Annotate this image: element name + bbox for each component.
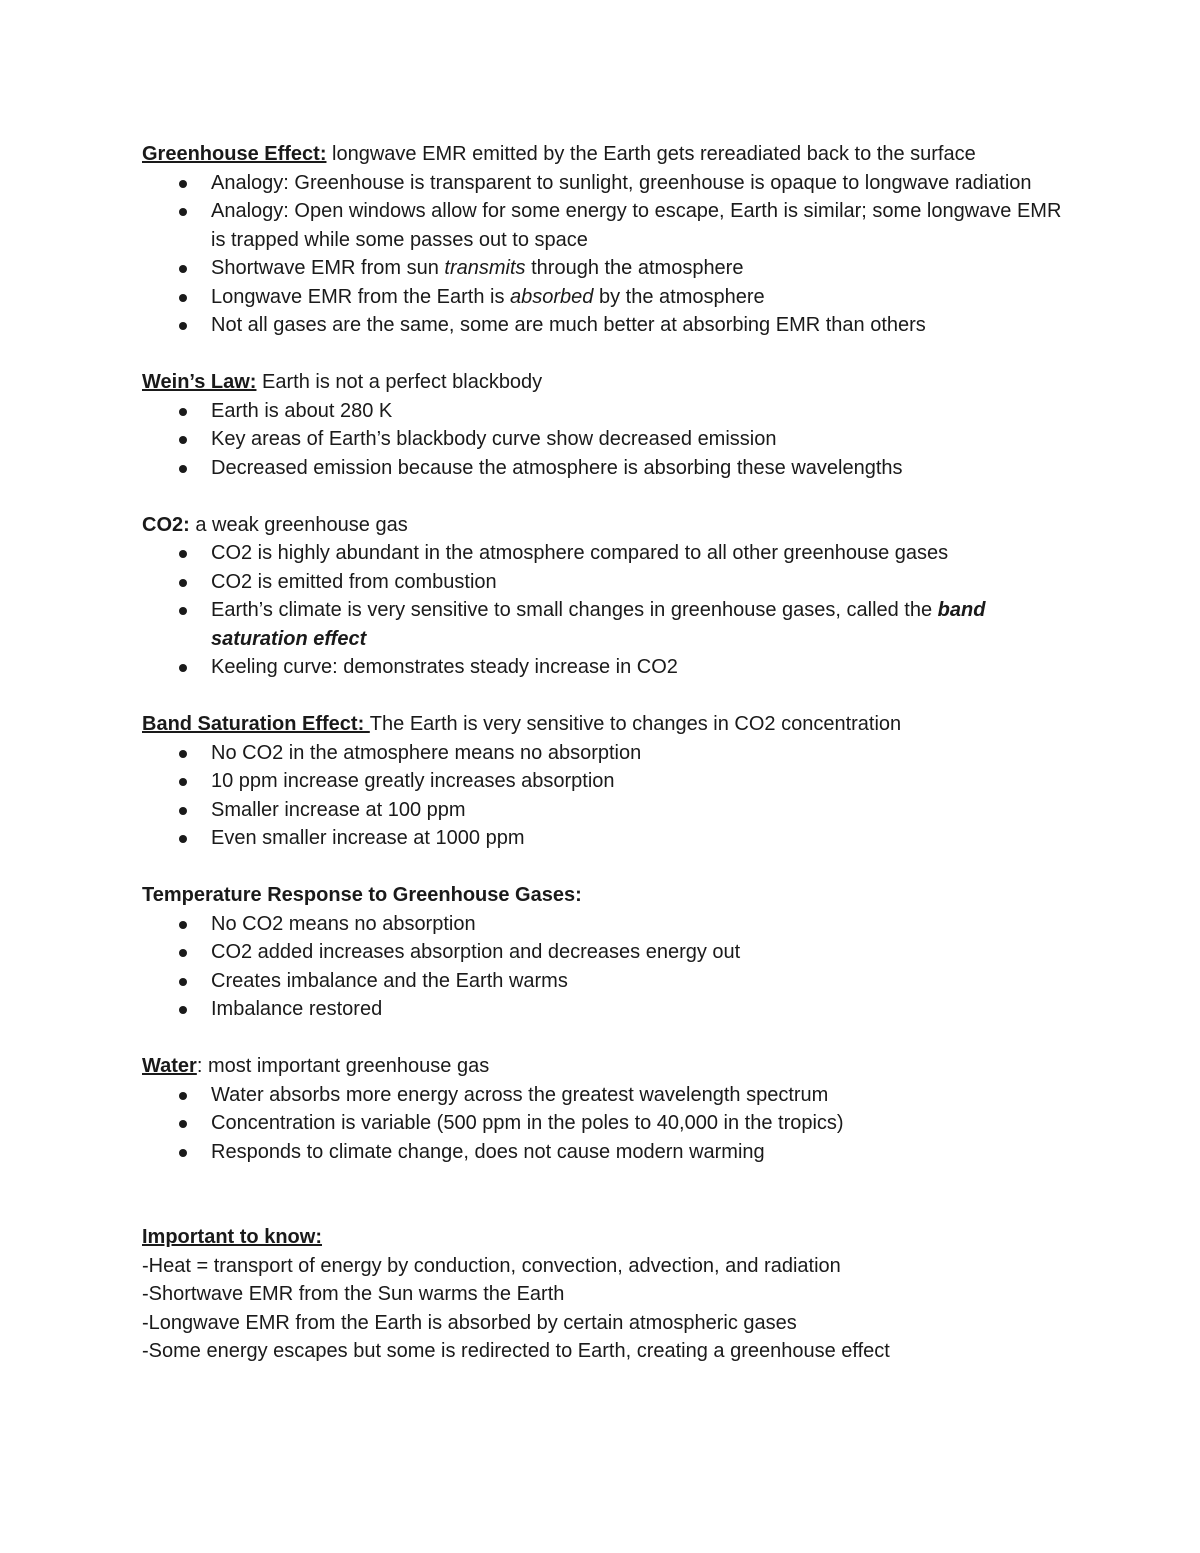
emphasis-text: transmits [444,257,526,279]
bold-italic-term: band saturation effect [211,599,986,650]
bullet-icon [179,1092,187,1100]
bullet-icon [179,322,187,330]
list-item: CO2 is emitted from combustion [142,568,1062,597]
bullet-list [142,1081,1062,1167]
list-item: Water absorbs more energy across the greatest wavelength spectrum [142,1081,1062,1110]
section-weins-law [142,368,1062,482]
list-item: Concentration is variable (500 ppm in the poles to 40,000 in the tropics) [142,1109,1062,1138]
list-item: Earth is about 280 K [142,397,1062,426]
bullet-icon [179,778,187,786]
note-line: -Shortwave EMR from the Sun warms the Earth [142,1283,565,1305]
section-heading-line [142,1052,1062,1081]
section-description: : most important greenhouse gas [196,1055,490,1077]
section-band-saturation [142,710,1062,853]
section-heading: Band Saturation Effect: [142,713,370,735]
bullet-icon [179,921,187,929]
section-temperature-response [142,881,1062,1024]
section-heading-line [142,140,1062,169]
section-heading-line [142,368,1062,397]
emphasis-text: absorbed [510,285,594,308]
bullet-icon [179,750,187,758]
section-description: Earth is not a perfect blackbody [256,371,543,393]
note-line: -Heat = transport of energy by conduction, convection, advection, and radiation [142,1254,841,1277]
bullet-icon [179,664,187,672]
bullet-icon [179,436,187,444]
section-heading-line [142,511,1062,540]
bullet-icon [179,208,187,216]
section-heading: Wein’s Law: [142,371,257,393]
section-description: a weak greenhouse gas [189,513,408,536]
section-heading: Greenhouse Effect: [142,143,327,165]
list-item: Smaller increase at 100 ppm [142,796,1062,825]
note-line: -Some energy escapes but some is redirected to Earth, creating a greenhouse effect [142,1340,890,1362]
bullet-list [142,397,1062,483]
section-water [142,1052,1062,1166]
section-heading: CO2: [142,513,190,536]
bullet-icon [179,607,187,615]
document-body [142,140,1062,1394]
list-item: Earth’s climate is very sensitive to small changes in greenhouse gases, called the band saturation effect [142,596,1062,653]
bullet-icon [179,265,187,273]
bullet-icon [179,1120,187,1128]
section-heading-line [142,1223,1062,1252]
section-heading: Water [142,1055,197,1077]
list-item: Longwave EMR from the Earth is absorbed by the atmosphere [142,283,1062,312]
bullet-icon [179,978,187,986]
section-description: longwave EMR emitted by the Earth gets rereadiated back to the surface [326,143,976,165]
list-item: Key areas of Earth’s blackbody curve show decreased emission [142,425,1062,454]
bullet-icon [179,579,187,587]
bullet-icon [179,550,187,558]
list-item: Analogy: Open windows allow for some energy to escape, Earth is similar; some longwave EMR is trapped while some passes out to space [142,197,1062,254]
section-description: The Earth is very sensitive to changes in CO2 concentration [369,713,902,735]
list-item: Not all gases are the same, some are much better at absorbing EMR than others [142,311,1062,340]
list-item: Shortwave EMR from sun transmits through the atmosphere [142,254,1062,283]
section-heading-line [142,881,1062,910]
bullet-icon [179,408,187,416]
bullet-list [142,539,1062,682]
bullet-icon [179,465,187,473]
list-item: Keeling curve: demonstrates steady increase in CO2 [142,653,1062,682]
bullet-icon [179,294,187,302]
list-item: Decreased emission because the atmosphere is absorbing these wavelengths [142,454,1062,483]
section-heading: Temperature Response to Greenhouse Gases: [142,884,582,906]
bullet-list [142,739,1062,853]
note-line: -Longwave EMR from the Earth is absorbed by certain atmospheric gases [142,1311,797,1334]
bullet-icon [179,835,187,843]
list-item: CO2 added increases absorption and decreases energy out [142,938,1062,967]
list-item: CO2 is highly abundant in the atmosphere compared to all other greenhouse gases [142,539,1062,568]
bullet-icon [179,1006,187,1014]
list-item: 10 ppm increase greatly increases absorption [142,767,1062,796]
section-greenhouse-effect [142,140,1062,340]
list-item: Analogy: Greenhouse is transparent to sunlight, greenhouse is opaque to longwave radiation [142,169,1062,198]
bullet-icon [179,949,187,957]
bullet-icon [179,807,187,815]
list-item: No CO2 in the atmosphere means no absorption [142,739,1062,768]
list-item: Imbalance restored [142,995,1062,1024]
bullet-list [142,169,1062,340]
section-heading-line [142,710,1062,739]
bullet-icon [179,180,187,188]
section-co2 [142,511,1062,682]
list-item: No CO2 means no absorption [142,910,1062,939]
list-item: Creates imbalance and the Earth warms [142,967,1062,996]
bullet-icon [179,1149,187,1157]
list-item: Responds to climate change, does not cause modern warming [142,1138,1062,1167]
section-important-to-know [142,1223,1062,1366]
bullet-list [142,910,1062,1024]
section-heading: Important to know: [142,1226,322,1248]
list-item: Even smaller increase at 1000 ppm [142,824,1062,853]
